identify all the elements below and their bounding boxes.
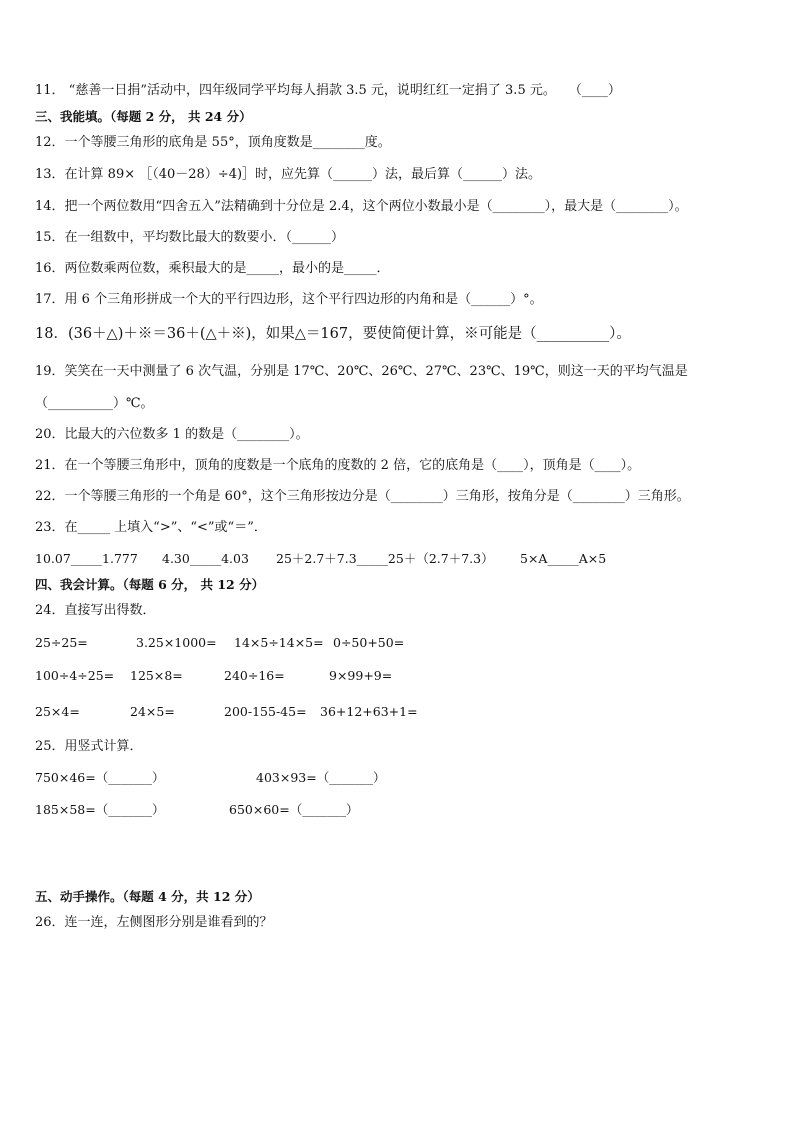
q24-r1-c2: 3.25×1000= (136, 635, 217, 650)
question-17: 17．用 6 个三角形拼成一个大的平行四边形，这个平行四边形的内角和是（______）°。 (35, 292, 543, 307)
q24-r1-c1: 25÷25= (35, 635, 88, 650)
section-4-header: 四、我会计算。（每题 6 分， 共 12 分） (35, 577, 265, 592)
q24-r1-c4: 0÷50+50= (333, 635, 405, 650)
question-21: 21．在一个等腰三角形中，顶角的度数是一个底角的度数的 2 倍，它的底角是（____），顶角是（____）。 (35, 458, 641, 473)
q24-r3-c3: 200-155-45= (224, 704, 307, 719)
question-19-line-2: （__________）℃。 (35, 396, 154, 411)
question-23: 23．在_____ 上填入“>”、“<”或“＝”． (35, 520, 267, 535)
q24-r3-c4: 36+12+63+1= (320, 704, 418, 719)
q23-item-2: 4.30_____4.03 (162, 551, 249, 566)
question-13: 13．在计算 89× ［（40－28）÷4)］时，应先算（______）法，最后算（______）法。 (35, 167, 542, 182)
question-22: 22．一个等腰三角形的一个角是 60°，这个三角形按边分是（________）三角形，按角分是（________）三角形。 (35, 489, 690, 504)
section-3-header: 三、我能填。（每题 2 分， 共 24 分） (35, 109, 252, 124)
q25-r2-c1: 185×58=（_______） (35, 802, 165, 817)
q25-r1-c2: 403×93=（_______） (256, 770, 386, 785)
question-19-line-1: 19．笑笑在一天中测量了 6 次气温，分别是 17℃、20℃、26℃、27℃、23℃、19℃，则这一天的平均气温是 (35, 364, 688, 379)
q24-r1-c3: 14×5÷14×5= (234, 635, 324, 650)
q24-r2-c3: 240÷16= (224, 668, 285, 683)
q25-r1-c1: 750×46=（_______） (35, 770, 165, 785)
question-20: 20．比最大的六位数多 1 的数是（________）。 (35, 427, 309, 442)
question-24: 24．直接写出得数． (35, 603, 156, 618)
question-16: 16．两位数乘两位数，乘积最大的是_____，最小的是_____． (35, 261, 390, 276)
question-26: 26．连一连，左侧图形分别是谁看到的？ (35, 915, 273, 930)
section-5-header: 五、动手操作。（每题 4 分，共 12 分） (35, 889, 260, 904)
q24-r3-c2: 24×5= (130, 704, 175, 719)
q23-item-1: 10.07_____1.777 (35, 551, 138, 566)
q24-r3-c1: 25×4= (35, 704, 80, 719)
question-14: 14．把一个两位数用“四舍五入”法精确到十分位是 2.4，这个两位小数最小是（________），最大是（________）。 (35, 199, 688, 214)
question-15: 15．在一组数中，平均数比最大的数要小．（______） (35, 230, 345, 245)
q24-r2-c1: 100÷4÷25= (35, 668, 115, 683)
q25-r2-c2: 650×60=（_______） (229, 802, 359, 817)
q24-r2-c2: 125×8= (130, 668, 183, 683)
question-18: 18．(36＋△)＋※＝36＋(△＋※)，如果△＝167，要使简便计算，※可能是（__________）。 (35, 326, 631, 342)
q23-item-4: 5×A_____A×5 (520, 551, 607, 566)
question-11: 11． “慈善一日捐”活动中，四年级同学平均每人捐款 3.5 元，说明红红一定捐了 3.5 元。 （____） (35, 83, 621, 98)
q24-r2-c4: 9×99+9= (329, 668, 393, 683)
question-25: 25．用竖式计算． (35, 739, 143, 754)
q23-item-3: 25＋2.7＋7.3_____25＋（2.7＋7.3） (276, 551, 494, 566)
question-12: 12．一个等腰三角形的底角是 55°，顶角度数是________度。 (35, 135, 391, 150)
